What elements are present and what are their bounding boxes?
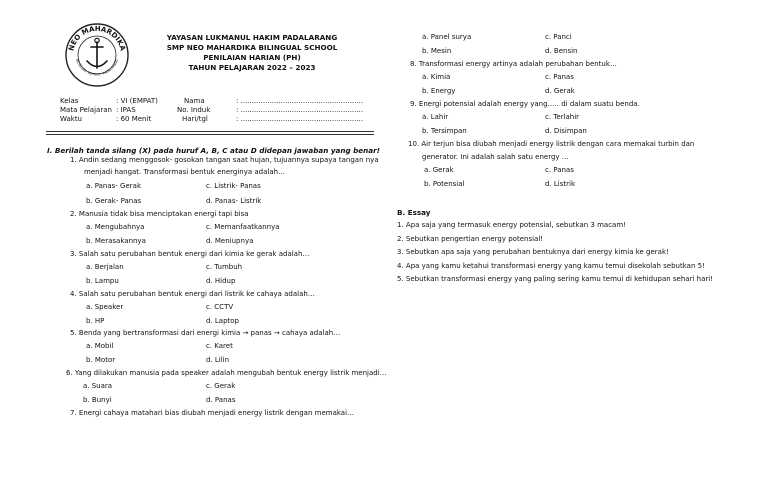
question-5: 5. Benda yang bertransformasi dari energi kimia → panas → cahaya adalah… [70, 329, 341, 337]
option-3b[interactable]: b. Lampu [86, 277, 119, 285]
question-10-line2: generator. Ini adalah salah satu energy … [422, 153, 569, 161]
essay-item-3: 3. Sebutkan apa saja yang perubahan bentuknya dari energy kimia ke gerak! [397, 248, 669, 256]
option-1b[interactable]: b. Gerak- Panas [86, 197, 142, 205]
option-7a[interactable]: a. Panel surya [422, 33, 472, 41]
option-1a[interactable]: a. Panas- Gerak [86, 182, 142, 190]
logo-top-text: NEO MAHARDIKA [67, 24, 127, 52]
option-8b[interactable]: b. Energy [422, 87, 456, 95]
option-5b[interactable]: b. Motor [86, 356, 116, 364]
option-2b[interactable]: b. Merasakannya [86, 237, 146, 245]
label-nama: Nama [184, 97, 205, 105]
option-9a[interactable]: a. Lahir [422, 113, 449, 121]
section-instruction: I. Berilah tanda silang (X) pada huruf A, B, C atau D didepan jawaban yang benar! [47, 146, 380, 155]
question-3: 3. Salah satu perubahan bentuk energi dari kimia ke gerak adalah… [70, 250, 310, 258]
field-hari[interactable]: : ....................................................... [236, 115, 363, 123]
option-6d[interactable]: d. Panas [206, 396, 236, 404]
option-10b[interactable]: b. Potensial [424, 180, 465, 188]
question-2: 2. Manusia tidak bisa menciptakan energi tapi bisa [70, 210, 249, 218]
option-1c[interactable]: c. Listrik- Panas [206, 182, 261, 190]
option-7c[interactable]: c. Panci [545, 33, 572, 41]
option-6b[interactable]: b. Bunyi [83, 396, 112, 404]
school-logo [64, 22, 130, 88]
field-induk[interactable]: : ....................................................... [236, 106, 363, 114]
header-school: SMP NEO MAHARDIKA BILINGUAL SCHOOL [166, 43, 338, 52]
question-9: 9. Energi potensial adalah energy yang….. di dalam suatu benda. [410, 100, 640, 108]
essay-item-2: 2. Sebutkan pengertian energy potensial! [397, 235, 544, 243]
question-4: 4. Salah satu perubahan bentuk energi dari listrik ke cahaya adalah… [70, 290, 315, 298]
option-6a[interactable]: a. Suara [83, 382, 113, 390]
essay-item-4: 4. Apa yang kamu ketahui transformasi energy yang kamu temui disekolah sebutkan 5! [397, 262, 705, 270]
option-2c[interactable]: c. Memanfaatkannya [206, 223, 280, 231]
option-4d[interactable]: d. Laptop [206, 317, 239, 325]
essay-item-5: 5. Sebutkan transformasi energy yang paling sering kamu temui di kehidupan sehari hari! [397, 275, 713, 283]
option-3c[interactable]: c. Tumbuh [206, 263, 243, 271]
header-exam: PENILAIAN HARIAN (PH) [203, 53, 301, 62]
label-mapel: Mata Pelajaran [60, 106, 112, 114]
option-10d[interactable]: d. Listrik [545, 180, 576, 188]
option-1d[interactable]: d. Panas- Listrik [206, 197, 262, 205]
value-mapel: : IPAS [116, 106, 136, 114]
label-hari: Hari/tgl [182, 115, 208, 123]
label-induk: No. Induk [177, 106, 211, 114]
option-2d[interactable]: d. Meniupnya [206, 237, 254, 245]
option-4a[interactable]: a. Speaker [86, 303, 124, 311]
header-foundation: YAYASAN LUKMANUL HAKIM PADALARANG [166, 33, 338, 42]
value-kelas: : VI (EMPAT) [116, 97, 158, 105]
question-1-line2: menjadi hangat. Transformasi bentuk energinya adalah… [84, 168, 286, 176]
option-9d[interactable]: d. Disimpan [545, 127, 587, 135]
option-5a[interactable]: a. Mobil [86, 342, 114, 350]
header-divider [46, 131, 374, 132]
option-8c[interactable]: c. Panas [545, 73, 574, 81]
option-10c[interactable]: c. Panas [545, 166, 574, 174]
option-6c[interactable]: c. Gerak [206, 382, 236, 390]
option-7b[interactable]: b. Mesin [422, 47, 452, 55]
question-7: 7. Energi cahaya matahari bias diubah menjadi energy listrik dengan memakai… [70, 409, 355, 417]
option-2a[interactable]: a. Mengubahnya [86, 223, 145, 231]
header-year: TAHUN PELAJARAN 2022 – 2023 [188, 63, 316, 72]
question-8: 8. Transformasi energy artinya adalah perubahan bentuk… [410, 60, 617, 68]
option-5c[interactable]: c. Karet [206, 342, 233, 350]
question-1-line1: 1. Andin sedang menggosok- gosokan tangan saat hujan, tujuannya supaya tangan nya [70, 156, 379, 164]
label-kelas: Kelas [60, 97, 79, 105]
essay-title: B. Essay [397, 208, 431, 217]
option-10a[interactable]: a. Gerak [424, 166, 454, 174]
option-4c[interactable]: c. CCTV [206, 303, 234, 311]
question-10-line1: 10. Air terjun bisa diubah menjadi energy listrik dengan cara memakai turbin dan [408, 140, 695, 148]
option-7d[interactable]: d. Bensin [545, 47, 578, 55]
essay-item-1: 1. Apa saja yang termasuk energy potensial, sebutkan 3 macam! [397, 221, 626, 229]
option-9b[interactable]: b. Tersimpan [422, 127, 467, 135]
option-4b[interactable]: b. HP [86, 317, 105, 325]
option-9c[interactable]: c. Terlahir [545, 113, 580, 121]
option-8d[interactable]: d. Gerak [545, 87, 575, 95]
header-divider-2 [46, 134, 374, 135]
label-waktu: Waktu [60, 115, 82, 123]
field-nama[interactable]: : ....................................................... [236, 97, 363, 105]
option-5d[interactable]: d. Lilin [206, 356, 230, 364]
option-8a[interactable]: a. Kimia [422, 73, 451, 81]
option-3d[interactable]: d. Hidup [206, 277, 236, 285]
value-waktu: : 60 Menit [116, 115, 152, 123]
logo-bottom-text: BILINGUAL SCHOOL · PADALARANG [74, 58, 120, 77]
question-6: 6. Yang dilakukan manusia pada speaker adalah mengubah bentuk energy listrik menjadi… [66, 369, 387, 377]
option-3a[interactable]: a. Berjalan [86, 263, 124, 271]
